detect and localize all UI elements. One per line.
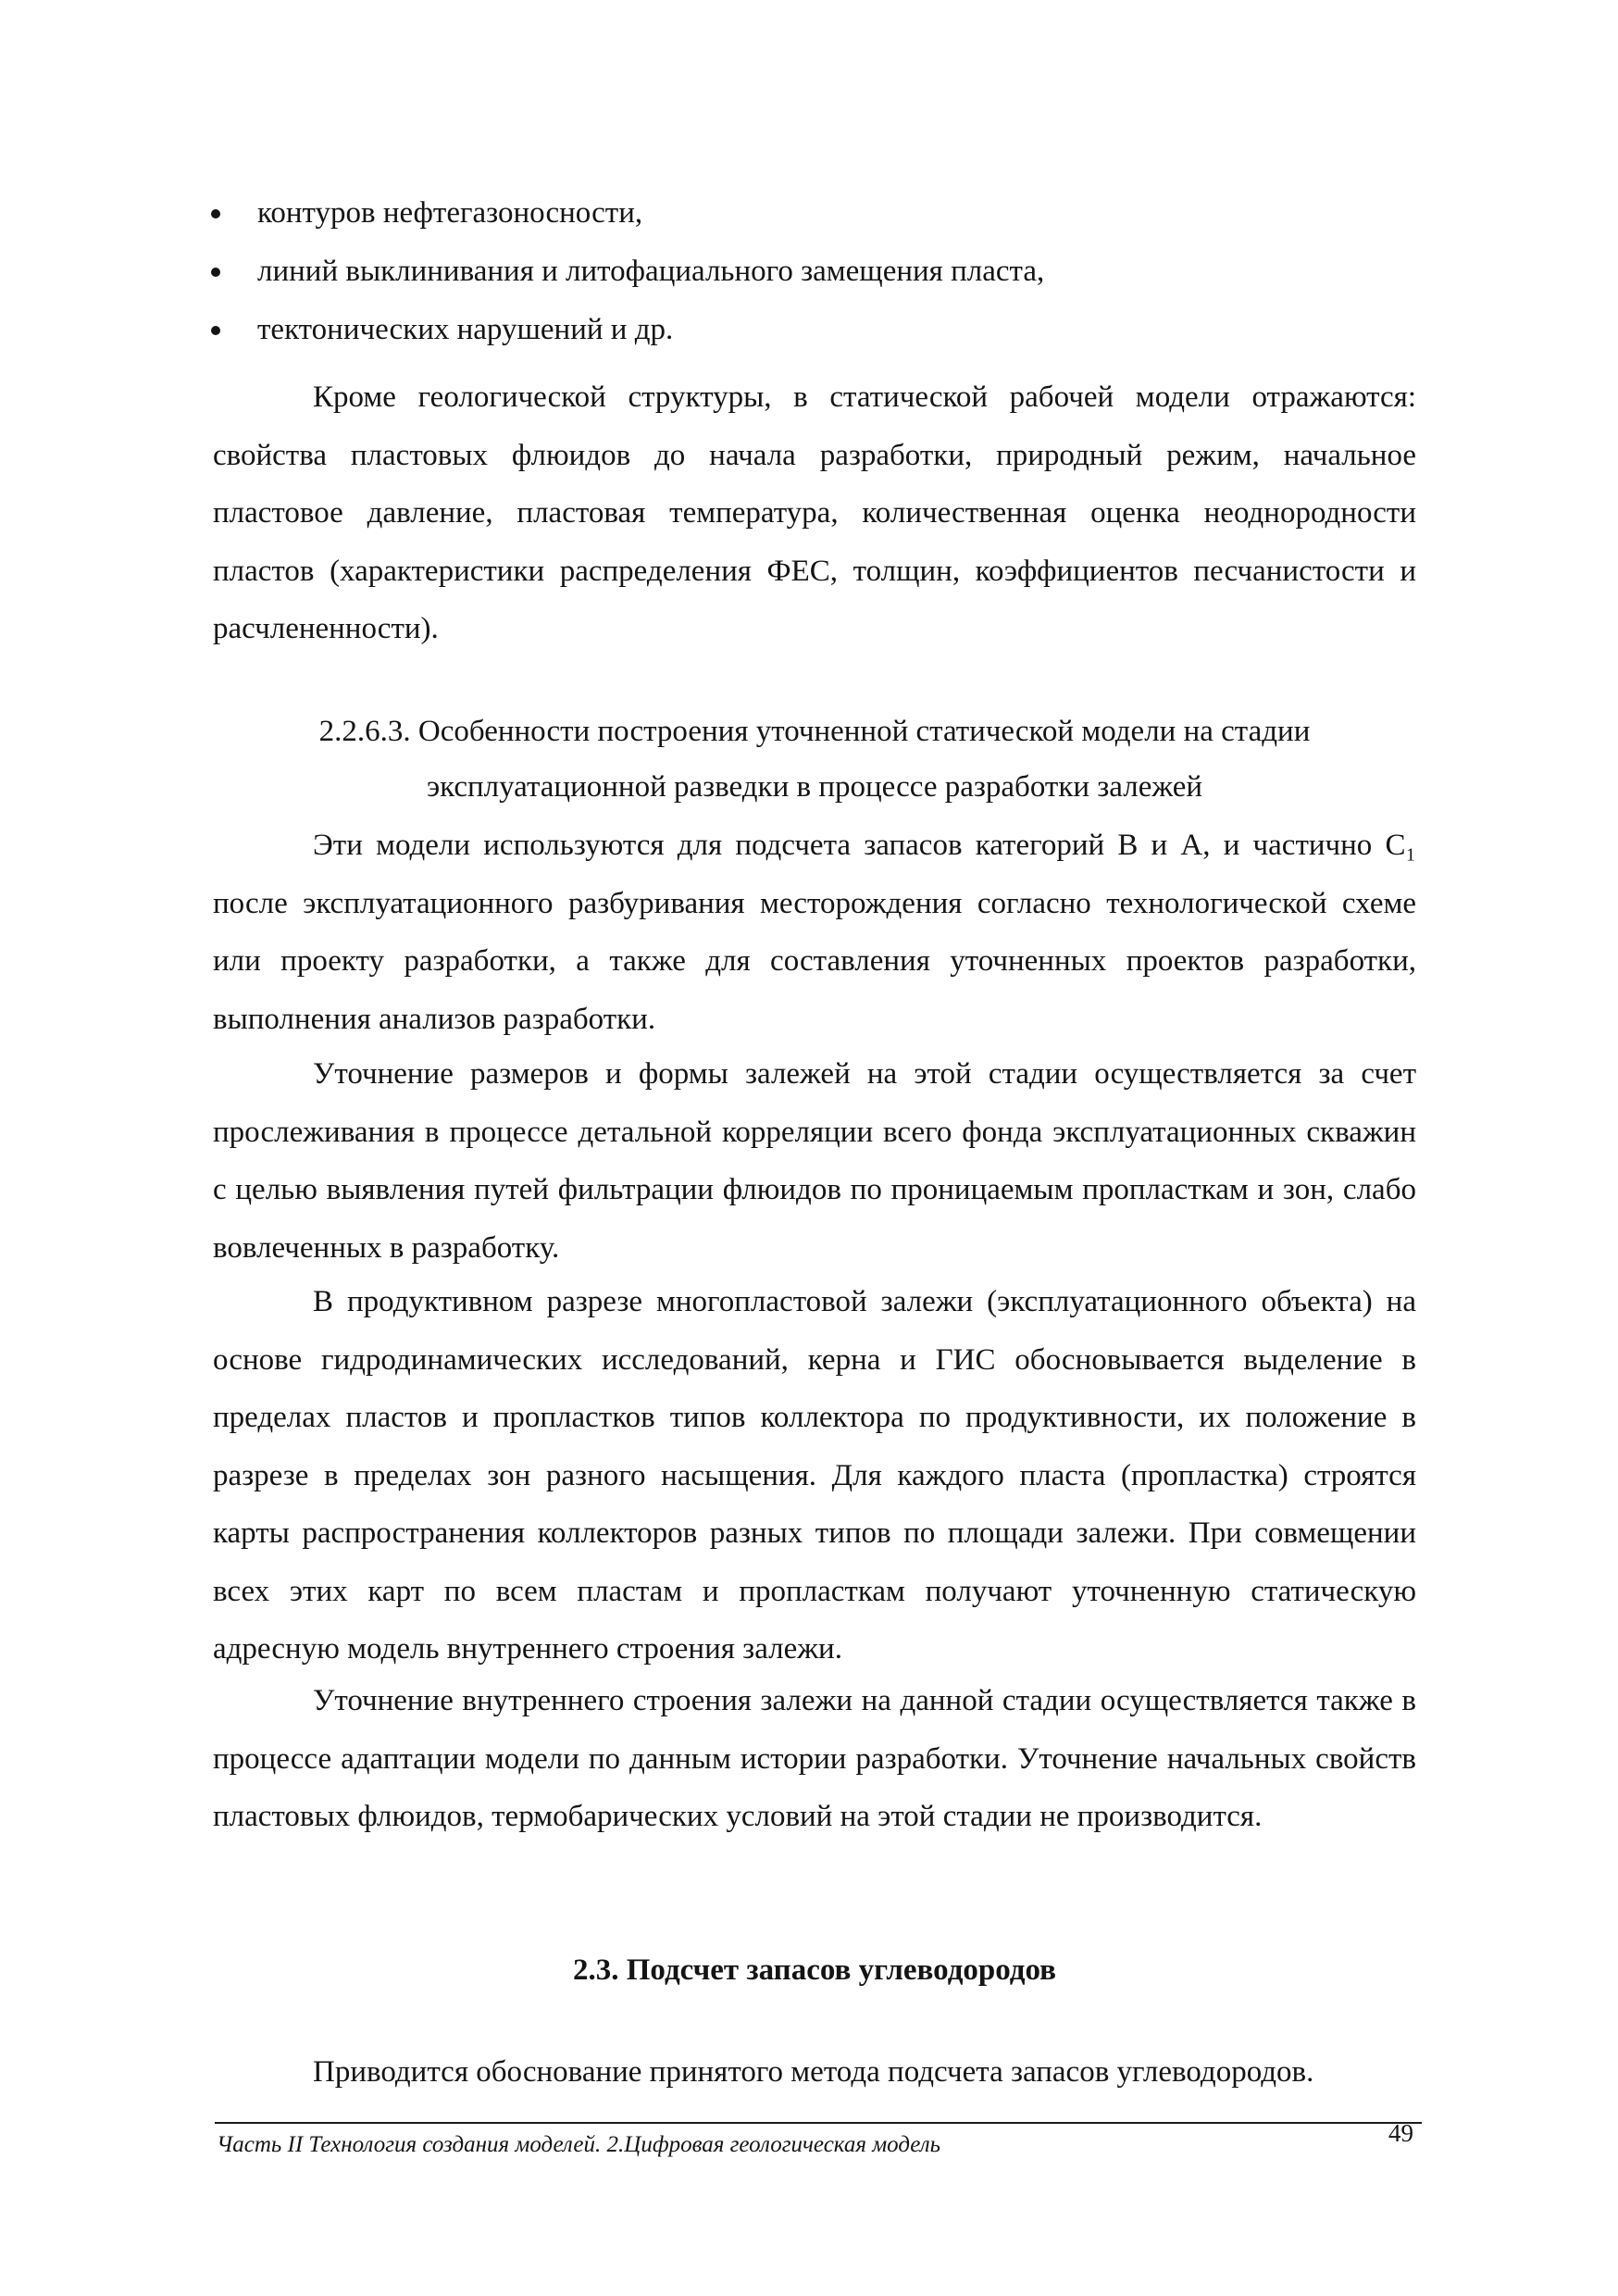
- list-item: [205, 256, 1409, 287]
- section-heading-2-2-6-3: 2.2.6.3. Особенности построения уточненной статической модели на стадии эксплуатационной разведки в процессе разработки залежей: [318, 715, 1311, 804]
- bullet-icon: [211, 209, 220, 218]
- paragraph-productive-section: В продуктивном разрезе многопластовой залежи (эксплуатационного объекта) на основе гидродинамических исследований, керна и ГИС обосновывается выделение в пределах пластов и пропластков типов коллектора по продуктивности, их положение в разрезе в пределах зон разного насыщения. Для каждого пласта (пропластка) строятся карты распространения коллекторов разных типов по площади залежи. При совмещении всех этих карт по всем пластам и пропласткам получают уточненную статическую адресную модель внутреннего строения залежи.: [213, 1285, 1416, 1666]
- footer-running-title: Часть II Технология создания моделей. 2.Цифровая геологическая модель: [217, 2132, 941, 2157]
- footer-divider: [215, 2122, 1422, 2124]
- section-heading-2-3: 2.3. Подсчет запасов углеводородов: [572, 1953, 1056, 1987]
- list-item: [205, 198, 1409, 229]
- list-item-text: линий выклинивания и литофациального замещения пласта,: [257, 255, 1045, 288]
- bullet-icon: [211, 268, 220, 277]
- paragraph-model-usage: Эти модели используются для подсчета запасов категорий В и А, и частично C₁ после эксплуатационного разбуривания месторождения согласно технологической схеме или проекту разработки, а также для составления уточненных проектов разработки, выполнения анализов разработки.: [213, 829, 1416, 1036]
- paragraph-calculation-method: Приводится обоснование принятого метода подсчета запасов углеводородов.: [313, 2055, 1314, 2089]
- paragraph-static-model-properties: Кроме геологической структуры, в статической рабочей модели отражаются: свойства пластовых флюидов до начала разработки, природный режим, начальное пластовое давление, пластовая температура, количественная оценка неоднородности пластов (характеристики распределения ФЕС, толщин, коэффициентов песчанистости и расчлененности).: [213, 381, 1416, 645]
- bullet-icon: [211, 326, 220, 335]
- page-number: 49: [1388, 2119, 1413, 2147]
- list-item-text: тектонических нарушений и др.: [257, 313, 674, 346]
- list-item: [205, 315, 1409, 345]
- paragraph-internal-structure: Уточнение внутреннего строения залежи на данной стадии осуществляется также в процессе адаптации модели по данным истории разработки. Уточнение начальных свойств пластовых флюидов, термобарических условий на этой стадии не производится.: [213, 1684, 1416, 1833]
- bullet-list: [205, 198, 1409, 373]
- paragraph-deposit-refinement: Уточнение размеров и формы залежей на этой стадии осуществляется за счет прослеживания в процессе детальной корреляции всего фонда эксплуатационных скважин с целью выявления путей фильтрации флюидов по проницаемым пропласткам и зон, слабо вовлеченных в разработку.: [213, 1057, 1416, 1265]
- list-item-text: контуров нефтегазоносности,: [257, 196, 643, 230]
